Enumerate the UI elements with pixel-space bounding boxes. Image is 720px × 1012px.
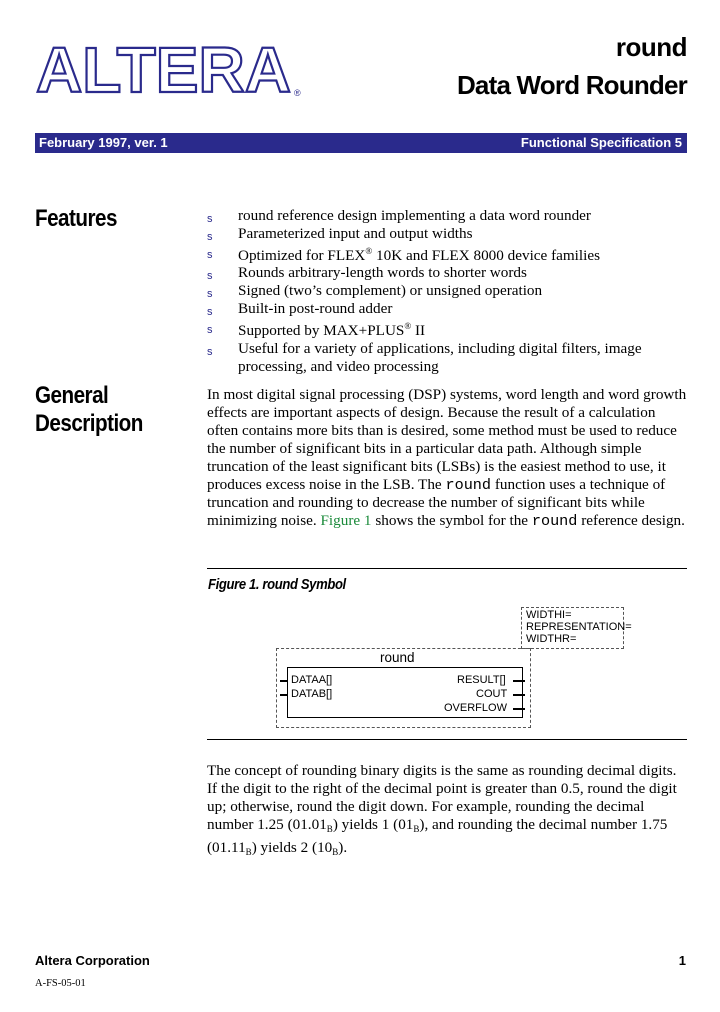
document-subtitle: Data Word Rounder xyxy=(456,70,687,100)
param-widthr: WIDTHR= xyxy=(526,633,577,645)
figure-caption: Figure 1. round Symbol xyxy=(208,577,346,593)
symbol-divider xyxy=(287,667,522,668)
list-item: s round reference design implementing a data word rounder xyxy=(207,207,687,225)
bullet-icon: s xyxy=(207,323,213,336)
input-pin-line xyxy=(280,680,288,682)
bullet-icon: s xyxy=(207,270,213,283)
output-pin-line xyxy=(513,680,525,682)
figure-1-link[interactable]: Figure 1 xyxy=(320,512,372,530)
page-number: 1 xyxy=(678,953,686,968)
banner-date-version: February 1997, ver. 1 xyxy=(39,135,168,150)
altera-logo-icon xyxy=(36,38,308,100)
general-description-paragraph: In most digital signal processing (DSP) systems, word length and word growth effects are important aspects of design. Because the result of a calculation often contains more bits than is desired, some method must be used to reduce the number of significant bits in a particular data path. Although simple truncation of the least significant bits (LSBs) is the easiest method to use, it produces excess noise in the LSB. The round function uses a technique of truncation and rounding to decrease the number of significant bits while minimizing noise. Figure 1 shows the symbol for the round reference design. xyxy=(207,386,687,531)
symbol-name: round xyxy=(380,650,415,665)
bullet-icon: s xyxy=(207,306,213,319)
header-banner xyxy=(35,133,687,153)
features-list xyxy=(207,207,687,375)
output-cout: COUT xyxy=(476,688,508,700)
list-item: s Supported by MAX+PLUS® II xyxy=(207,320,426,339)
output-pin-line xyxy=(513,694,525,696)
bullet-icon: s xyxy=(207,345,213,358)
bullet-icon: s xyxy=(207,288,213,301)
param-representation: REPRESENTATION= xyxy=(526,621,632,633)
param-widthi: WIDTHI= xyxy=(526,609,572,621)
general-heading-line1: General xyxy=(35,382,109,409)
code-round: round xyxy=(531,512,578,531)
list-item: s Optimized for FLEX® 10K and FLEX 8000 device families xyxy=(207,245,600,264)
svg-text:®: ® xyxy=(294,88,301,98)
code-round: round xyxy=(445,475,492,494)
bullet-icon: s xyxy=(207,248,213,261)
bullet-icon: s xyxy=(207,213,213,225)
document-title: round xyxy=(615,32,687,62)
figure-top-rule xyxy=(207,568,687,569)
bullet-icon: s xyxy=(207,230,213,243)
document-number: A-FS-05-01 xyxy=(35,978,86,989)
altera-logo xyxy=(36,38,308,105)
input-dataa: DATAA[] xyxy=(291,674,333,686)
general-heading-line2: Description xyxy=(35,410,143,437)
input-datab: DATAB[] xyxy=(291,688,333,700)
footer-company: Altera Corporation xyxy=(35,953,150,968)
figure-bottom-rule xyxy=(207,739,687,740)
banner-spec-label: Functional Specification 5 xyxy=(520,135,682,150)
rounding-paragraph: The concept of rounding binary digits is the same as rounding decimal digits. If the digit to the right of the decimal point is greater than 0.5, round the digit up; otherwise, round the digit down. For example, rounding the decimal number 1.25 $(01.01_B)$ yields 1 $(01_B)$, and rounding the decimal number 1.75 $(01.11_B)$ yields 2 $(10_B)$. xyxy=(207,762,677,857)
output-result: RESULT[] xyxy=(457,674,506,686)
output-overflow: OVERFLOW xyxy=(444,702,507,714)
list-item: s Rounds arbitrary-length words to shorter words xyxy=(207,264,687,282)
svg-text:ALTERA: ALTERA xyxy=(36,38,291,100)
list-item: s Parameterized input and output widths xyxy=(207,225,687,243)
features-heading: Features xyxy=(35,205,117,232)
list-item: s Signed (two’s complement) or unsigned operation xyxy=(207,282,687,300)
output-pin-line xyxy=(513,708,525,710)
input-pin-line xyxy=(280,694,288,696)
list-item: s Useful for a variety of applications, including digital filters, image processing, and video processing xyxy=(207,339,642,375)
list-item: s Built-in post-round adder xyxy=(207,300,687,318)
